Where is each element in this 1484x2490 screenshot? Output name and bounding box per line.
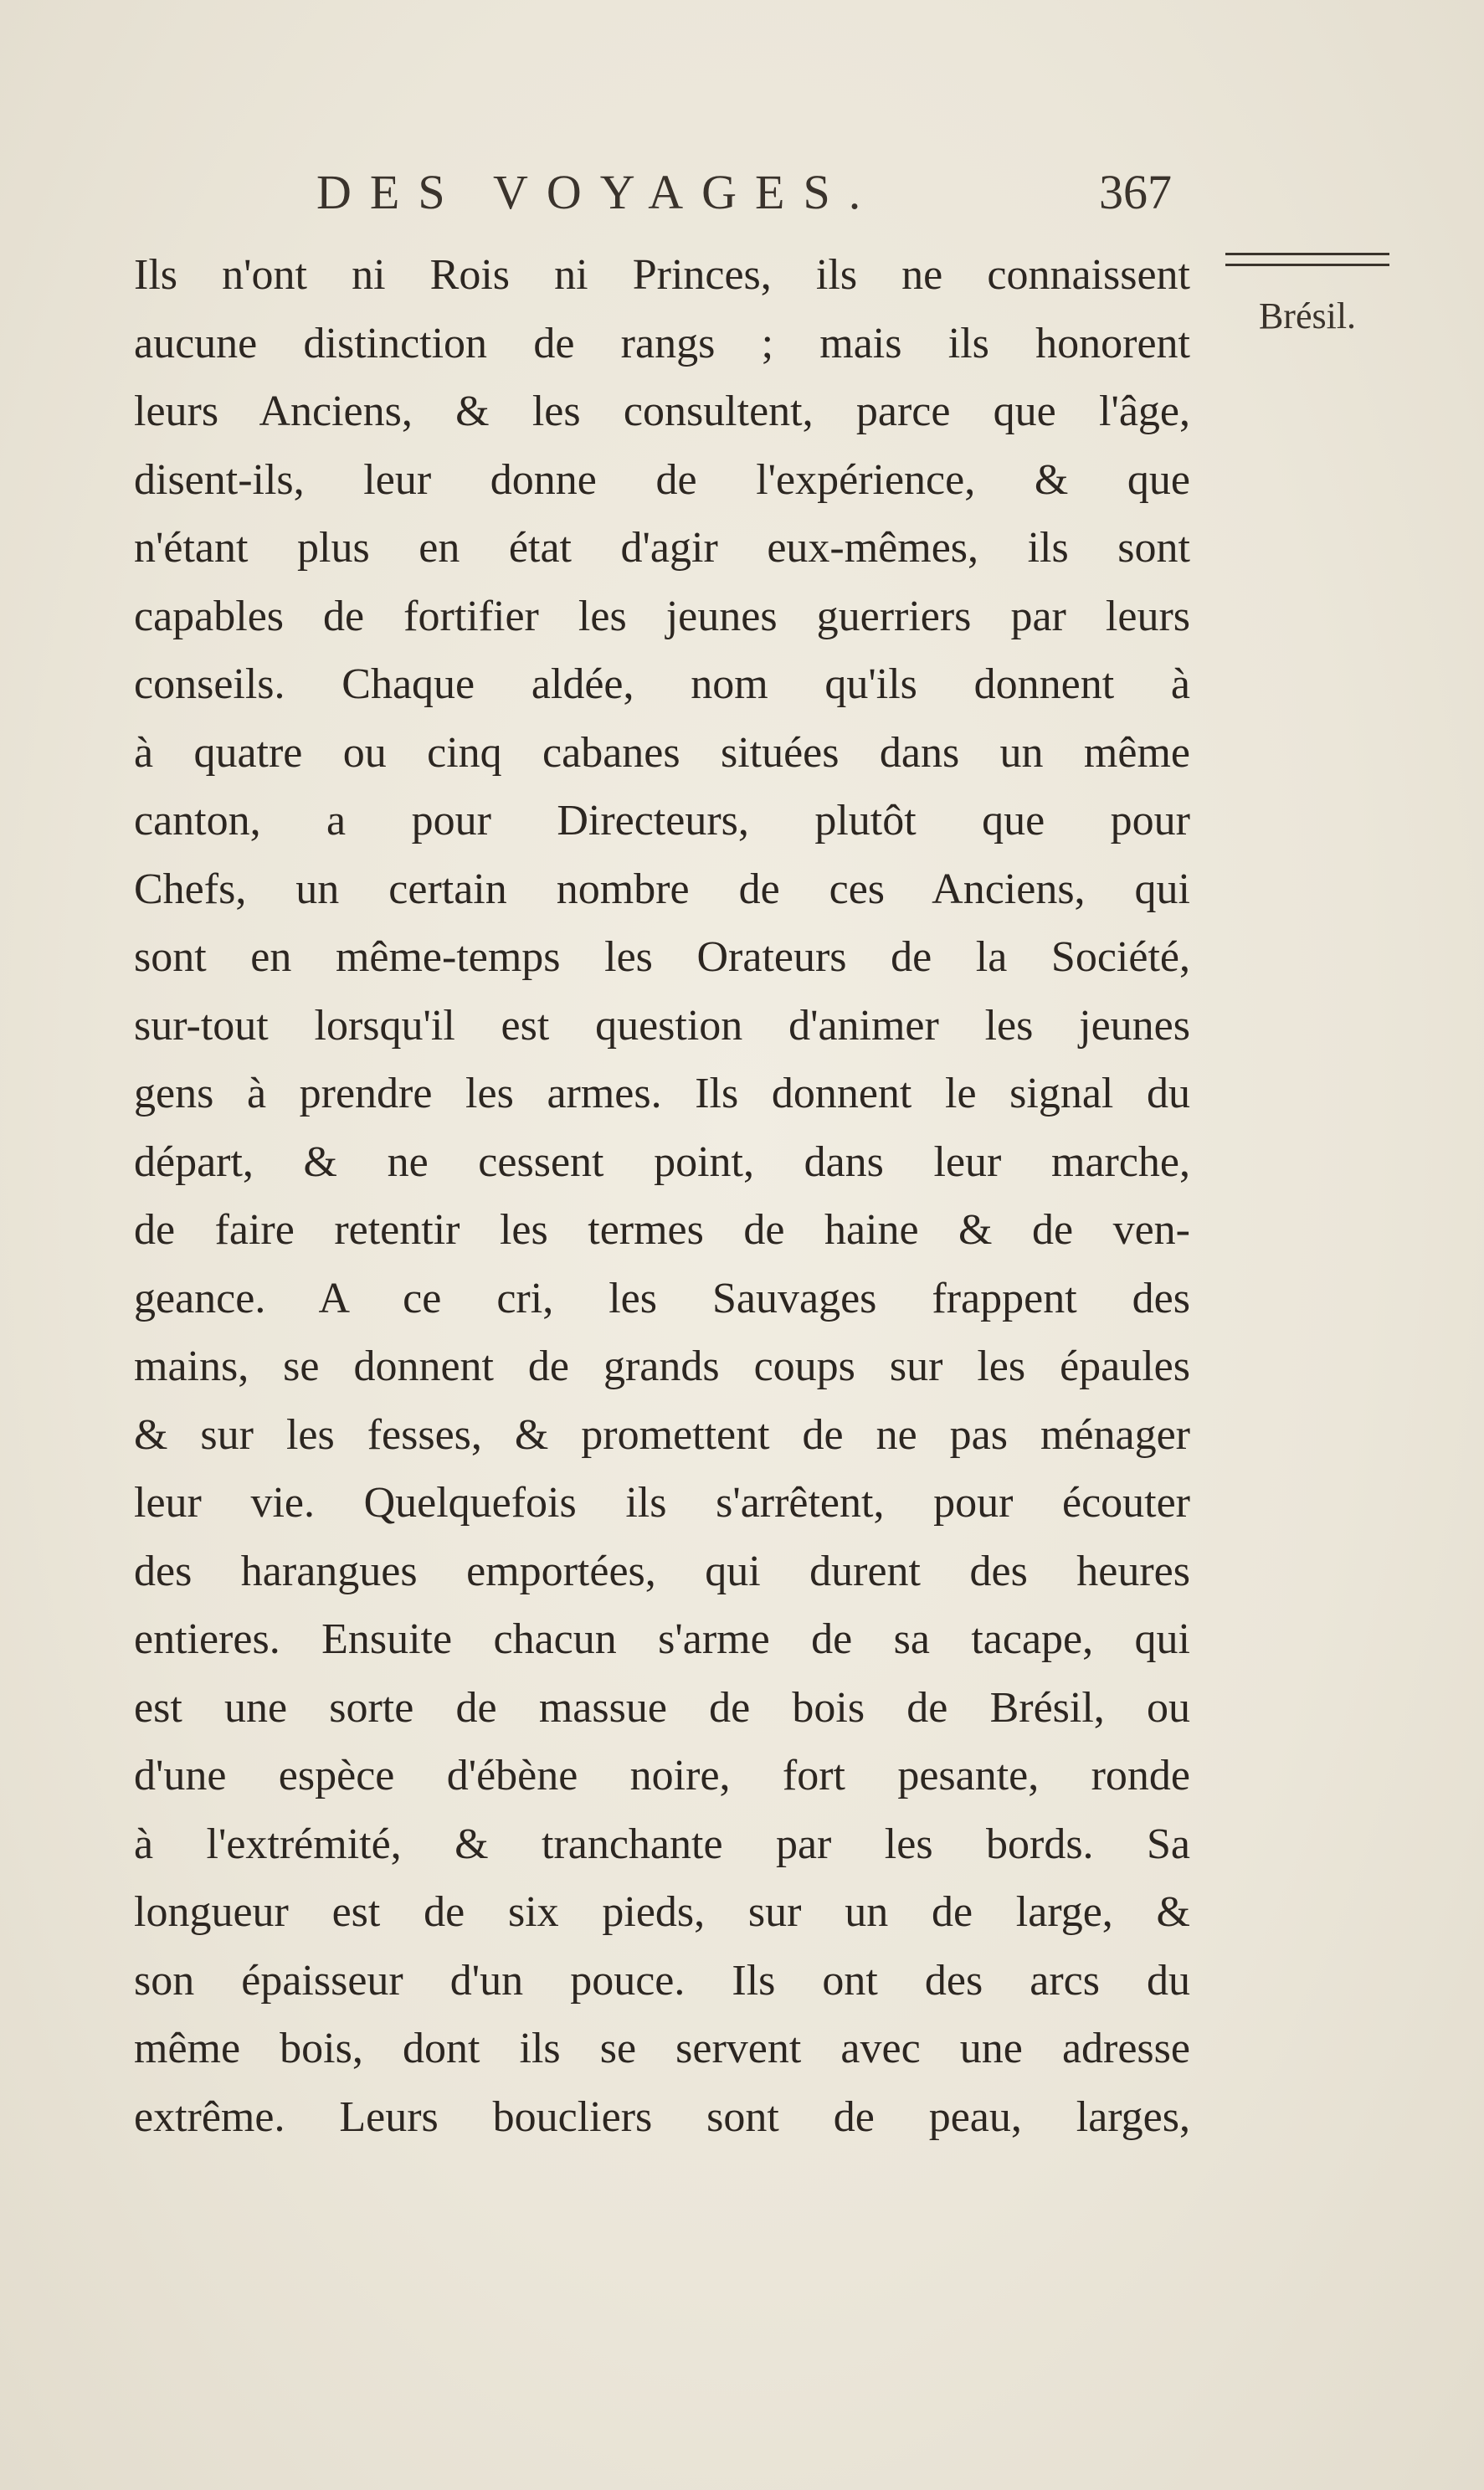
text-line: capables de fortifier les jeunes guerriers par leurs: [134, 592, 1190, 640]
text-line: n'étant plus en état d'agir eux-mêmes, ils sont: [134, 524, 1190, 572]
margin-rule-divider: [1225, 253, 1389, 266]
text-line: à l'extrémité, & tranchante par les bords. Sa: [134, 1820, 1190, 1868]
margin-note: [1225, 253, 1389, 337]
text-line: entieres. Ensuite chacun s'arme de sa tacape, qui: [134, 1615, 1190, 1663]
text-line: est une sorte de massue de bois de Brésil, ou: [134, 1683, 1190, 1732]
text-line: gens à prendre les armes. Ils donnent le signal du: [134, 1070, 1190, 1117]
text-line: départ, & ne cessent point, dans leur marche,: [134, 1137, 1190, 1186]
text-line: des harangues emportées, qui durent des heures: [134, 1547, 1190, 1595]
text-line: sont en même-temps les Orateurs de la Société,: [134, 933, 1190, 981]
page-number: 367: [1099, 165, 1172, 219]
text-line: d'une espèce d'ébène noire, fort pesante, ronde: [134, 1752, 1190, 1799]
running-title: DES VOYAGES.: [316, 165, 880, 219]
text-line: disent-ils, leur donne de l'expérience, & que: [134, 455, 1190, 504]
text-line: geance. A ce cri, les Sauvages frappent des: [134, 1274, 1190, 1322]
text-line: son épaisseur d'un pouce. Ils ont des arcs du: [134, 1956, 1190, 2005]
text-line: canton, a pour Directeurs, plutôt que pour: [134, 797, 1190, 845]
text-line: leur vie. Quelquefois ils s'arrêtent, pour écouter: [134, 1479, 1190, 1527]
text-line: Ils n'ont ni Rois ni Princes, ils ne connaissent: [134, 251, 1190, 299]
text-line: Chefs, un certain nombre de ces Anciens, qui: [134, 865, 1190, 913]
text-line: longueur est de six pieds, sur un de large, &: [134, 1888, 1190, 1936]
text-line: mains, se donnent de grands coups sur les épaules: [134, 1343, 1190, 1390]
text-line: leurs Anciens, & les consultent, parce que l'âge,: [134, 388, 1190, 435]
text-line: aucune distinction de rangs ; mais ils honorent: [134, 319, 1190, 367]
text-line: même bois, dont ils se servent avec une adresse: [134, 2025, 1190, 2072]
text-line: sur-tout lorsqu'il est question d'animer les jeunes: [134, 1001, 1190, 1050]
body-text: [134, 241, 1190, 2151]
margin-label: Brésil.: [1258, 295, 1357, 336]
text-line: extrême. Leurs boucliers sont de peau, larges,: [134, 2092, 1190, 2141]
page-header: [134, 164, 1172, 231]
text-line: conseils. Chaque aldée, nom qu'ils donnent à: [134, 660, 1190, 708]
text-line: de faire retentir les termes de haine & de ven-: [134, 1206, 1190, 1254]
text-line: & sur les fesses, & promettent de ne pas ménager: [134, 1410, 1190, 1459]
text-line: à quatre ou cinq cabanes situées dans un même: [134, 728, 1190, 777]
